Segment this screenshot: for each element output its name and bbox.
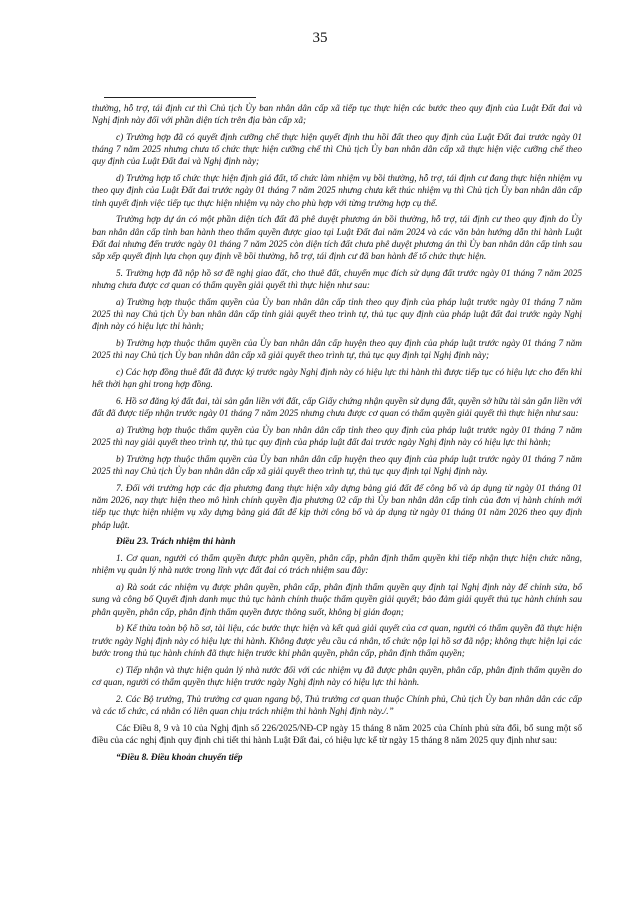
paragraph-d1: d) Trường hợp tổ chức thực hiện định giá đất, tổ chức làm nhiệm vụ bồi thường, hỗ trợ, tái định cư đang thực hiện nhiệm vụ theo quy định của Luật Đất đai trước ngày 01 tháng 7 năm 2025 nhưng chưa kết thúc nhiệm vụ thì Chủ tịch Ủy ban nhân dân cấp tỉnh quyết định việc tiếp tục thực hiện nhiệm vụ này cho phù hợp với từng trường hợp cụ thể. (92, 174, 582, 209)
paragraph-p5a: a) Trường hợp thuộc thẩm quyền của Ủy ban nhân dân cấp tỉnh theo quy định của pháp luật trước ngày 01 tháng 7 năm 2025 thì nay Chủ tịch Ủy ban nhân dân cấp tỉnh giải quyết theo trình tự, thủ tục quy định của pháp luật đất đai trước ngày Nghị định này có hiệu lực thi hành; (92, 297, 582, 333)
paragraph-p5b: b) Trường hợp thuộc thẩm quyền của Ủy ban nhân dân cấp huyện theo quy định của pháp luật trước ngày 01 tháng 7 năm 2025 thì nay Chủ tịch Ủy ban nhân dân cấp xã giải quyết theo trình tự, thủ tục quy định tại Nghị định này; (92, 339, 582, 362)
paragraph-art23: Điều 23. Trách nhiệm thi hành (116, 537, 236, 548)
paragraph-c1: c) Trường hợp đã có quyết định cưỡng chế thực hiện quyết định thu hồi đất theo quy định của Luật Đất đai trước ngày 01 tháng 7 năm 2025 nhưng chưa tổ chức thực hiện cưỡng chế thì Chủ tịch Ủy ban nhân dân cấp xã thực hiện việc cưỡng chế theo quy định của Luật Đất đai và Nghị định này; (92, 133, 582, 168)
paragraph-a1c: c) Tiếp nhận và thực hiện quản lý nhà nước đối với các nhiệm vụ đã được phân quyền, phân cấp, phân định thẩm quyền do cơ quan, người có thẩm quyền thực hiện trước ngày Nghị định này có hiệu lực thi hành. (92, 665, 582, 688)
paragraph-p6b: b) Trường hợp thuộc thẩm quyền của Ủy ban nhân dân cấp huyện theo quy định của pháp luật trước ngày 01 tháng 7 năm 2025 thì nay Chủ tịch Ủy ban nhân dân cấp xã giải quyết theo trình tự, thủ tục quy định tại Nghị định này. (92, 455, 582, 478)
paragraph-p6: 6. Hồ sơ đăng ký đất đai, tài sản gắn liền với đất, cấp Giấy chứng nhận quyền sử dụng đất, quyền sở hữu tài sản gắn liền với đất đã được tiếp nhận trước ngày 01 tháng 7 năm 2025 nhưng chưa được cơ quan có thẩm quyền giải quyết thì thực hiện như sau: (92, 397, 582, 420)
paragraph-p6a: a) Trường hợp thuộc thẩm quyền của Ủy ban nhân dân cấp tỉnh theo quy định của pháp luật trước ngày 01 tháng 7 năm 2025 thì nay giải quyết theo trình tự, thủ tục quy định của pháp luật đất đai trước ngày Nghị định này có hiệu lực thi hành; (92, 426, 582, 449)
paragraph-p_plan: Trường hợp dự án có một phần diện tích đất đã phê duyệt phương án bồi thường, hỗ trợ, tái định cư theo quy định do Ủy ban nhân dân cấp tỉnh ban hành theo thẩm quyền được giao tại Luật Đất đai năm 2024 và các văn bản hướng dẫn thi hành Luật Đất đai nhưng đến trước ngày 01 tháng 7 năm 2025 còn diện tích đất chưa phê duyệt phương án thì Ủy ban nhân dân cấp tỉnh sau sắp xếp quyết định lựa chọn quy định về bồi thường, hỗ trợ, tái định cư đã ban hành để tổ chức thực hiện. (92, 215, 582, 263)
paragraph-p5: 5. Trường hợp đã nộp hồ sơ đề nghị giao đất, cho thuê đất, chuyển mục đích sử dụng đất trước ngày 01 tháng 7 năm 2025 nhưng chưa được cơ quan có thẩm quyền giải quyết thì thực hiện như sau: (92, 268, 582, 292)
paragraph-art8: “Điều 8. Điều khoản chuyển tiếp (116, 752, 243, 763)
paragraph-a1: 1. Cơ quan, người có thẩm quyền được phân quyền, phân cấp, phân định thẩm quyền khi tiếp nhận thực hiện chức năng, nhiệm vụ quản lý nhà nước trong lĩnh vực đất đai có trách nhiệm sau đây: (92, 554, 582, 577)
paragraph-a1a: a) Rà soát các nhiệm vụ được phân quyền, phân cấp, phân định thẩm quyền quy định tại Nghị định này để chỉnh sửa, bổ sung và công bố Quyết định danh mục thủ tục hành chính thuộc thẩm quyền giải quyết; bảo đảm giải quyết thủ tục hành chính sau phân quyền, phân cấp, phân định thẩm quyền được thông suốt, không bị gián đoạn; (92, 583, 582, 618)
footnote-separator (104, 97, 256, 98)
paragraph-cont: thường, hỗ trợ, tái định cư thì Chủ tịch Ủy ban nhân dân cấp xã tiếp tục thực hiện các bước theo quy định của Luật Đất đai và Nghị định này đối với phần diện tích trên địa bàn cấp xã; (92, 104, 582, 127)
document-body (92, 103, 582, 768)
paragraph-p5c: c) Các hợp đồng thuê đất đã được ký trước ngày Nghị định này có hiệu lực thi hành thì được tiếp tục có hiệu lực cho đến khi hết thời hạn ghi trong hợp đồng. (92, 368, 582, 391)
paragraph-a1b: b) Kế thừa toàn bộ hồ sơ, tài liệu, các bước thực hiện và kết quả giải quyết của cơ quan, người có thẩm quyền đã thực hiện trước ngày Nghị định này có hiệu lực thi hành. Không được yêu cầu cá nhân, tổ chức nộp lại hồ sơ đã nộp; không thực hiện lại các bước trong thủ tục hành chính đã thực hiện trước khi phân quyền, phân cấp, phân định thẩm quyền; (92, 624, 582, 659)
paragraph-p7: 7. Đối với trường hợp các địa phương đang thực hiện xây dựng bảng giá đất để công bố và áp dụng từ ngày 01 tháng 01 năm 2026, nay thực hiện theo mô hình chính quyền địa phương 02 cấp thì Ủy ban nhân dân cấp tỉnh của đơn vị hành chính mới tiếp tục thực hiện nhiệm vụ xây dựng bảng giá đất để kịp thời công bố và áp dụng từ ngày 01 tháng 01 năm 2026 theo quy định pháp luật. (92, 484, 582, 531)
paragraph-amend: Các Điều 8, 9 và 10 của Nghị định số 226/2025/NĐ-CP ngày 15 tháng 8 năm 2025 của Chính phủ sửa đổi, bổ sung một số điều của các nghị định quy định chi tiết thi hành Luật Đất đai, có hiệu lực kể từ ngày 15 tháng 8 năm 2025 quy định như sau: (92, 723, 582, 746)
page-number: 35 (312, 30, 328, 46)
paragraph-a2: 2. Các Bộ trưởng, Thủ trưởng cơ quan ngang bộ, Thủ trưởng cơ quan thuộc Chính phủ, Chủ tịch Ủy ban nhân dân các cấp và các tổ chức, cá nhân có liên quan chịu trách nhiệm thi hành Nghị định này./.” (92, 694, 582, 717)
